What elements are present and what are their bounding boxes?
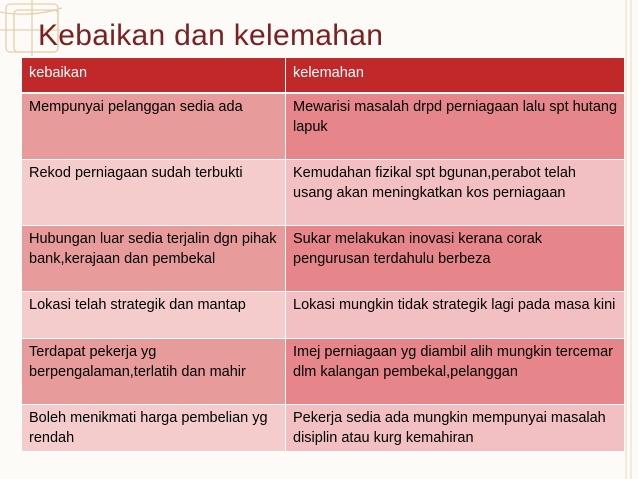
table-row bbox=[22, 93, 625, 160]
comparison-table-container bbox=[21, 57, 624, 479]
kelemahan-cell: Imej perniagaan yg diambil alih mungkin tercemar dlm kalangan pembekal,pelanggan bbox=[286, 339, 625, 405]
table-row bbox=[22, 226, 625, 292]
kebaikan-cell: Mempunyai pelanggan sedia ada bbox=[22, 93, 286, 160]
kebaikan-cell: Lokasi telah strategik dan mantap bbox=[22, 292, 286, 339]
kebaikan-cell: Rekod perniagaan sudah terbukti bbox=[22, 160, 286, 226]
kelemahan-cell: Kemudahan fizikal spt bgunan,perabot telah usang akan meningkatkan kos perniagaan bbox=[286, 160, 625, 226]
kebaikan-cell: Hubungan luar sedia terjalin dgn pihak bank,kerajaan dan pembekal bbox=[22, 226, 286, 292]
table-row bbox=[22, 339, 625, 405]
page-title: Kebaikan dan kelemahan bbox=[38, 19, 384, 52]
kelemahan-cell: Mewarisi masalah drpd perniagaan lalu spt hutang lapuk bbox=[286, 93, 625, 160]
kelemahan-cell: Lokasi mungkin tidak strategik lagi pada masa kini bbox=[286, 292, 625, 339]
table-row bbox=[22, 292, 625, 339]
kelemahan-cell: Pekerja sedia ada mungkin mempunyai masalah disiplin atau kurg kemahiran bbox=[286, 405, 625, 452]
kebaikan-cell: Boleh menikmati harga pembelian yg rendah bbox=[22, 405, 286, 452]
header-kelemahan: kelemahan bbox=[286, 58, 625, 94]
comparison-table bbox=[21, 57, 624, 452]
table-row bbox=[22, 405, 625, 452]
table-row bbox=[22, 160, 625, 226]
kelemahan-cell: Sukar melakukan inovasi kerana corak pengurusan terdahulu berbeza bbox=[286, 226, 625, 292]
table-header-row bbox=[22, 58, 625, 94]
header-kebaikan: kebaikan bbox=[22, 58, 286, 94]
kebaikan-cell: Terdapat pekerja yg berpengalaman,terlatih dan mahir bbox=[22, 339, 286, 405]
